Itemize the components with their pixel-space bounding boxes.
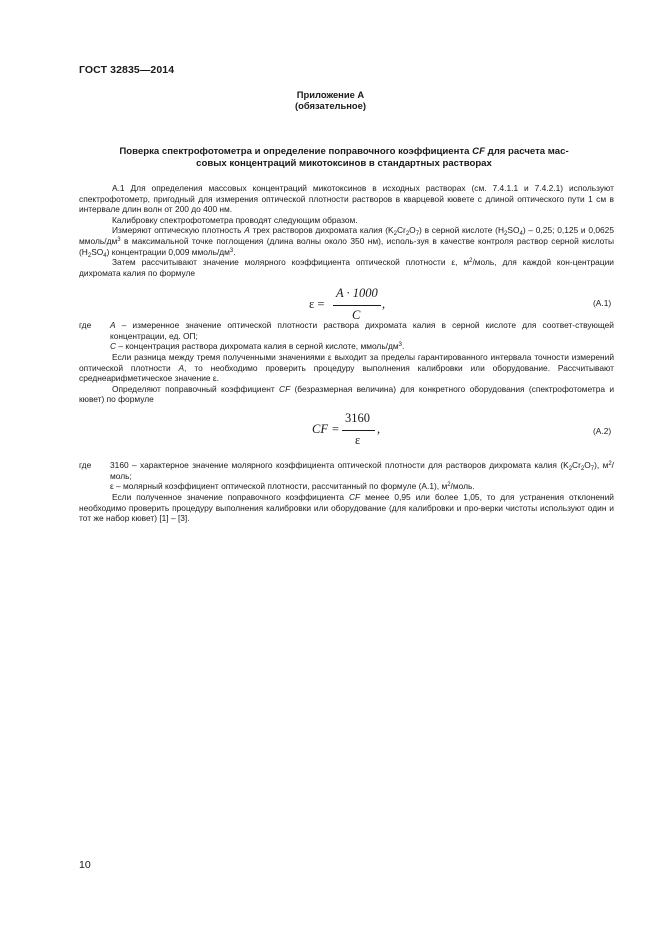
paragraph-then: Затем рассчитывают значение молярного коэффициента оптической плотности ε, $м^2$/моль, для каждой кон-центрации дихромата калия по формуле [79,257,614,278]
body-block-3 [79,492,614,524]
paragraph-cf: Определяют поправочный коэффициент CF (безразмерная величина) для конкретного оборудования (спектрофотометра и кювет) по формуле [79,383,614,405]
section-title-part: для расчета мас- [484,146,569,157]
body-block-2 [79,352,614,405]
page-number: 10 [79,859,91,871]
formula-a2-denominator: ε [355,433,361,447]
where-block-2 [79,460,614,492]
where-label: где [79,460,92,470]
formula-a1-lhs: ε = [309,297,325,311]
formula-a1-tail: , [382,297,386,311]
paragraph-final: Если полученное значение поправочного коэффициента CF менее 0,95 или более 1,05, то для устранения отклонений необходимо проверить процедуру выполнения калибровки или оборудование (для калибровки и про-верки чистоты используют один и тот же набор кювет) [1] – [3]. [79,492,614,524]
formula-a1-denominator: C [352,308,361,322]
where-a: A – измеренное значение оптической плотности раствора дихромата калия в серной кислоте для соответ-ствующей концентрации, ед. ОП; [110,320,614,341]
section-title-line2: совых концентраций микотоксинов в стандартных растворах [196,157,492,169]
annex-status: (обязательное) [295,100,366,111]
where-3160: 3160 – характерное значение молярного коэффициента оптической плотности для растворов дихромата калия $(K_2Cr_2O_7)$, $м^2$/моль; [110,460,614,481]
standard-header: ГОСТ 32835—2014 [79,64,175,76]
formula-a1-number: (А.1) [593,298,612,308]
formula-a2-number: (А.2) [593,426,612,436]
formula-a2 [79,411,614,455]
where-block-1 [79,320,614,352]
where-epsilon: ε – молярный коэффициент оптической плотности, рассчитанный по формуле (А.1), $м^2$/моль. [110,481,475,492]
body-block-1 [79,183,614,278]
formula-a2-tail: , [377,422,381,436]
paragraph-a1: А.1 Для определения массовых концентраций микотоксинов в исходных растворах (см. 7.4.1.1 и 7.4.2.1) используют спектрофотометр, пригодный для измерения оптической плотности растворов в кварцевой кювете с длиной оптического пути 1 см в интервале длин волн от 200 до 400 нм. [79,183,614,215]
formula-a2-fraction-line [342,430,375,431]
where-c: C – концентрация раствора дихромата калия в серной кислоте, ммоль/$дм^3$. [110,341,405,352]
formula-a2-numerator: 3160 [345,411,370,425]
paragraph-measure: Измеряют оптическую плотность А трех растворов дихромата калия $(K_2Cr_2O_7)$ в серной кислоте $(H_2SO_4) - 0,25$; 0,125 и 0,0625 ммоль/$дм^3$ в максимальной точке поглощения (длина волны около 350 нм), исполь-зуя в качестве контроля раствор серной кислоты $(H_2SO_4)$ концентрации 0,009 ммоль/$дм^3$. [79,225,614,259]
paragraph-calibration: Калибровку спектрофотометра проводят следующим образом. [112,214,358,225]
formula-a1-numerator: A · 1000 [336,286,378,300]
paragraph-difference: Если разница между тремя полученными значениями ε выходит за пределы гарантированного интервала точности измерений оптической плотности А, то необходимо проверить процедуру выполнения калибровки или оборудование. Рассчитывают среднеарифметическое значение ε. [79,352,614,384]
formula-a1-fraction-line [333,305,381,306]
where-label: где [79,320,92,330]
section-title-var: CF [472,146,485,157]
section-title [79,146,609,170]
annex-title: Приложение А [296,89,365,100]
section-title-part: Поверка спектрофотометра и определение поправочного коэффициента [119,146,473,157]
formula-a2-lhs: CF = [312,422,340,436]
